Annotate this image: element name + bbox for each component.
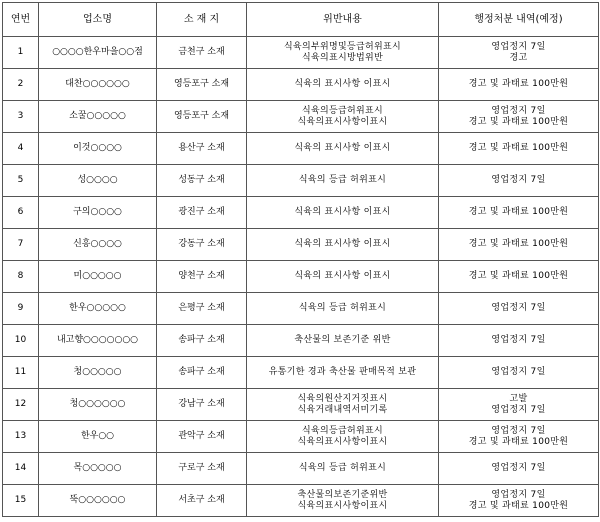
cell-no: 15 xyxy=(3,485,39,517)
cell-violation xyxy=(247,325,439,357)
cell-name: 성○○○○ xyxy=(39,165,157,197)
cell-violation xyxy=(247,293,439,325)
cell-penalty-line: 경고 및 과태료 100만원 xyxy=(468,79,569,89)
cell-violation-line: 식육의등급허위표시 xyxy=(302,425,383,436)
cell-violation xyxy=(247,357,439,389)
table-row xyxy=(3,261,599,293)
cell-name: 목○○○○○ xyxy=(39,453,157,485)
cell-location: 서초구 소재 xyxy=(157,485,247,517)
cell-violation xyxy=(247,165,439,197)
cell-violation xyxy=(247,229,439,261)
cell-no: 12 xyxy=(3,389,39,421)
cell-penalty-line: 영업정지 7일 xyxy=(491,425,546,436)
cell-name: 내고향○○○○○○○ xyxy=(39,325,157,357)
cell-location: 구로구 소재 xyxy=(157,453,247,485)
cell-no: 8 xyxy=(3,261,39,293)
cell-violation xyxy=(247,37,439,69)
cell-penalty-line: 경고 및 과태료 100만원 xyxy=(468,116,569,127)
cell-penalty-line: 경고 및 과태료 100만원 xyxy=(468,271,569,281)
cell-violation-line: 유통기한 경과 축산물 판매목적 보관 xyxy=(268,367,417,377)
cell-penalty-line: 영업정지 7일 xyxy=(491,175,546,185)
table-row xyxy=(3,69,599,101)
cell-name: 대찬○○○○○○ xyxy=(39,69,157,101)
cell-penalty xyxy=(439,101,599,133)
header-location: 소 재 지 xyxy=(157,3,247,37)
table-row xyxy=(3,37,599,69)
cell-violation-line: 식육의표시방법위반 xyxy=(302,52,383,63)
cell-violation-line: 식육거래내역서미기록 xyxy=(297,404,388,415)
cell-no: 14 xyxy=(3,453,39,485)
cell-penalty xyxy=(439,293,599,325)
cell-name: 한우○○ xyxy=(39,421,157,453)
cell-location: 용산구 소재 xyxy=(157,133,247,165)
cell-violation-line: 식육의 등급 허위표시 xyxy=(298,303,387,313)
table-row xyxy=(3,229,599,261)
cell-violation-line: 식육의부위명및등급허위표시 xyxy=(284,41,401,52)
cell-violation-line: 축산물의 보존기준 위반 xyxy=(294,335,391,345)
cell-name: 한우○○○○○ xyxy=(39,293,157,325)
cell-penalty xyxy=(439,389,599,421)
cell-penalty-line: 영업정지 7일 xyxy=(491,105,546,116)
cell-no: 7 xyxy=(3,229,39,261)
cell-penalty xyxy=(439,421,599,453)
cell-violation-line: 식육의등급허위표시 xyxy=(302,105,383,116)
cell-location: 송파구 소재 xyxy=(157,325,247,357)
table-row xyxy=(3,165,599,197)
cell-violation-line: 식육의표시사항이표시 xyxy=(297,500,388,511)
cell-no: 2 xyxy=(3,69,39,101)
cell-violation-line: 식육의표시사항이표시 xyxy=(297,116,388,127)
cell-penalty-line: 고발 xyxy=(509,393,528,404)
cell-penalty xyxy=(439,485,599,517)
cell-no: 11 xyxy=(3,357,39,389)
cell-violation-line: 식육의 등급 허위표시 xyxy=(298,175,387,185)
cell-no: 4 xyxy=(3,133,39,165)
cell-no: 3 xyxy=(3,101,39,133)
cell-violation-line: 식육의 표시사항 이표시 xyxy=(294,207,391,217)
cell-penalty xyxy=(439,325,599,357)
table-row xyxy=(3,197,599,229)
cell-penalty-line: 경고 및 과태료 100만원 xyxy=(468,239,569,249)
cell-violation-line: 식육의표시사항이표시 xyxy=(297,436,388,447)
cell-penalty-line: 영업정지 7일 xyxy=(491,335,546,345)
cell-penalty xyxy=(439,197,599,229)
cell-violation-line: 식육의 표시사항 이표시 xyxy=(294,239,391,249)
cell-violation xyxy=(247,421,439,453)
cell-no: 6 xyxy=(3,197,39,229)
violation-table xyxy=(2,2,599,517)
cell-penalty-line: 경고 및 과태료 100만원 xyxy=(468,207,569,217)
cell-name: 이것○○○○ xyxy=(39,133,157,165)
cell-no: 9 xyxy=(3,293,39,325)
header-name: 업소명 xyxy=(39,3,157,37)
cell-violation-line: 식육의 표시사항 이표시 xyxy=(294,79,391,89)
cell-location: 영등포구 소재 xyxy=(157,101,247,133)
table-row xyxy=(3,133,599,165)
cell-penalty-line: 경고 및 과태료 100만원 xyxy=(468,436,569,447)
cell-penalty-line: 경고 및 과태료 100만원 xyxy=(468,500,569,511)
cell-violation xyxy=(247,133,439,165)
cell-penalty xyxy=(439,37,599,69)
cell-violation xyxy=(247,261,439,293)
cell-location: 금천구 소재 xyxy=(157,37,247,69)
cell-penalty xyxy=(439,133,599,165)
cell-location: 강동구 소재 xyxy=(157,229,247,261)
cell-penalty xyxy=(439,69,599,101)
table-row xyxy=(3,325,599,357)
cell-violation-line: 식육의 표시사항 이표시 xyxy=(294,143,391,153)
cell-name: ○○○○한우마을○○점 xyxy=(39,37,157,69)
cell-violation-line: 식육의 등급 허위표시 xyxy=(298,463,387,473)
cell-location: 양천구 소재 xyxy=(157,261,247,293)
cell-location: 관악구 소재 xyxy=(157,421,247,453)
header-no: 연번 xyxy=(3,3,39,37)
table-row xyxy=(3,357,599,389)
cell-location: 성동구 소재 xyxy=(157,165,247,197)
cell-name: 소꿀○○○○○ xyxy=(39,101,157,133)
cell-name: 청○○○○○ xyxy=(39,357,157,389)
cell-penalty xyxy=(439,453,599,485)
cell-penalty-line: 영업정지 7일 xyxy=(491,303,546,313)
cell-location: 은평구 소재 xyxy=(157,293,247,325)
table-row xyxy=(3,293,599,325)
cell-location: 광진구 소재 xyxy=(157,197,247,229)
cell-name: 신흥○○○○ xyxy=(39,229,157,261)
table-row xyxy=(3,389,599,421)
cell-penalty xyxy=(439,261,599,293)
cell-violation xyxy=(247,485,439,517)
cell-penalty-line: 경고 및 과태료 100만원 xyxy=(468,143,569,153)
cell-name: 청○○○○○○ xyxy=(39,389,157,421)
cell-no: 10 xyxy=(3,325,39,357)
cell-violation xyxy=(247,69,439,101)
cell-penalty xyxy=(439,357,599,389)
cell-no: 5 xyxy=(3,165,39,197)
header-penalty: 행정처분 내역(예정) xyxy=(439,3,599,37)
cell-location: 송파구 소재 xyxy=(157,357,247,389)
table-row xyxy=(3,101,599,133)
cell-name: 뚝○○○○○○ xyxy=(39,485,157,517)
cell-penalty-line: 영업정지 7일 xyxy=(491,463,546,473)
cell-violation-line: 식육의원산지거짓표시 xyxy=(297,393,388,404)
cell-penalty-line: 영업정지 7일 xyxy=(491,404,546,415)
cell-penalty xyxy=(439,229,599,261)
cell-penalty-line: 영업정지 7일 xyxy=(491,41,546,52)
cell-penalty-line: 영업정지 7일 xyxy=(491,367,546,377)
cell-violation-line: 식육의 표시사항 이표시 xyxy=(294,271,391,281)
header-violation: 위반내용 xyxy=(247,3,439,37)
cell-no: 1 xyxy=(3,37,39,69)
header-row xyxy=(3,3,599,37)
cell-violation xyxy=(247,197,439,229)
cell-penalty xyxy=(439,165,599,197)
cell-penalty-line: 영업정지 7일 xyxy=(491,489,546,500)
cell-violation xyxy=(247,389,439,421)
table-row xyxy=(3,421,599,453)
cell-penalty-line: 경고 xyxy=(509,52,528,63)
table-body xyxy=(3,37,599,517)
cell-violation-line: 축산물의보존기준위반 xyxy=(297,489,388,500)
cell-violation xyxy=(247,453,439,485)
cell-violation xyxy=(247,101,439,133)
cell-name: 미○○○○○ xyxy=(39,261,157,293)
table-row xyxy=(3,453,599,485)
cell-name: 구의○○○○ xyxy=(39,197,157,229)
cell-location: 영등포구 소재 xyxy=(157,69,247,101)
cell-no: 13 xyxy=(3,421,39,453)
cell-location: 강남구 소재 xyxy=(157,389,247,421)
table-row xyxy=(3,485,599,517)
